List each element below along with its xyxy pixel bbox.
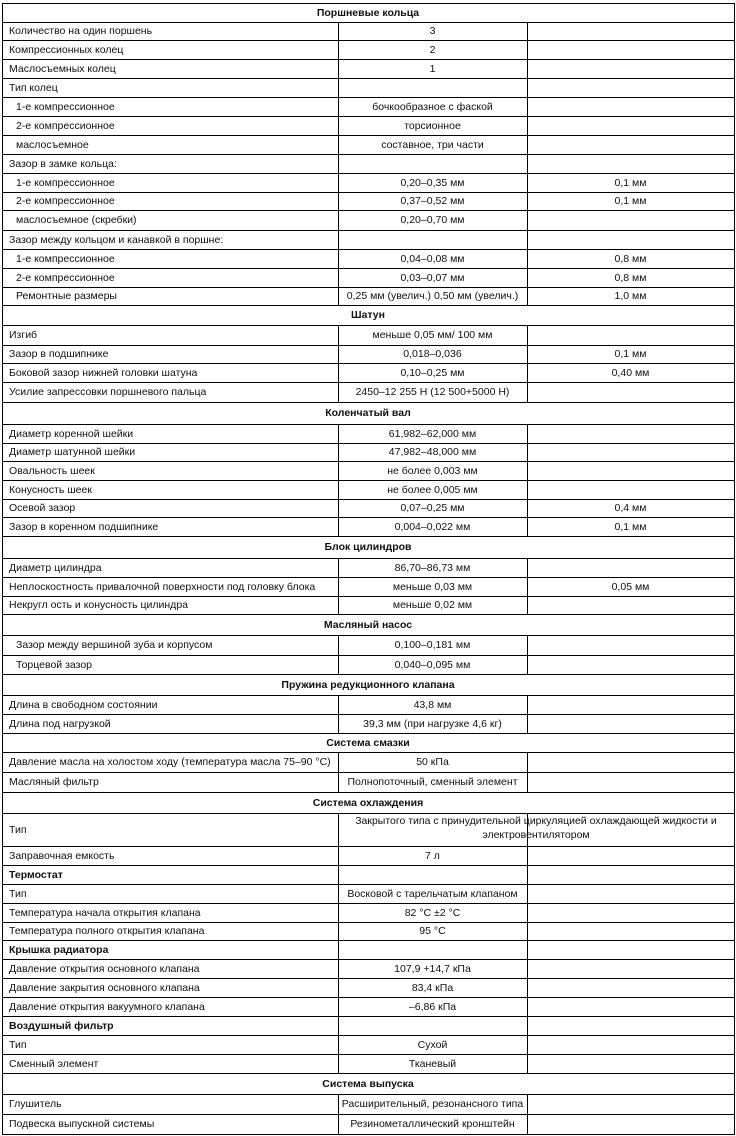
- section-title: Шатун: [351, 309, 385, 321]
- row-rule: [2, 287, 338, 288]
- row-label: Длина под нагрузкой: [9, 718, 111, 730]
- row-rule: [2, 461, 338, 462]
- section-rule: [2, 305, 734, 306]
- row-rule: [2, 78, 338, 79]
- row-label: Компрессионных колец: [9, 44, 124, 56]
- row-label: Тип колец: [9, 82, 58, 94]
- section-header-rule: [2, 424, 734, 425]
- row-rule: [527, 596, 734, 597]
- row-rule: [338, 210, 527, 211]
- row-value: 0,07–0,25 мм: [400, 502, 465, 514]
- row-rule: [338, 480, 527, 481]
- row-rule: [2, 959, 338, 960]
- row-rule: [2, 922, 338, 923]
- row-label: Давление масла на холостом ходу (температура масла 75–90 °С): [9, 756, 331, 768]
- row-rule: [527, 59, 734, 60]
- row-value: 0,25 мм (увелич.) 0,50 мм (увелич.): [346, 290, 519, 302]
- section-title: Система смазки: [326, 737, 410, 749]
- row-value: Полнопоточный, сменный элемент: [347, 776, 518, 788]
- row-rule: [338, 655, 527, 656]
- row-rule: [338, 922, 527, 923]
- row-rule: [527, 959, 734, 960]
- section-header-rule: [2, 558, 734, 559]
- row-rule: [2, 249, 338, 250]
- row-rule: [2, 577, 338, 578]
- section-header-rule: [2, 1094, 734, 1095]
- row-label: Зазор в коренном подшипнике: [9, 521, 159, 533]
- row-rule: [527, 97, 734, 98]
- row-rule: [338, 116, 527, 117]
- row-label: Заправочная емкость: [9, 850, 115, 862]
- row-rule: [527, 1114, 734, 1115]
- row-limit: 1,0 мм: [614, 290, 647, 302]
- row-rule: [338, 192, 527, 193]
- row-rule: [527, 345, 734, 346]
- row-rule: [2, 596, 338, 597]
- row-rule: [527, 884, 734, 885]
- row-label: Масляный фильтр: [9, 776, 99, 788]
- section-header-rule: [2, 752, 734, 753]
- row-rule: [527, 997, 734, 998]
- row-value: 107,9 +14,7 кПа: [394, 963, 471, 975]
- row-limit: 0,8 мм: [614, 253, 647, 265]
- row-rule: [527, 940, 734, 941]
- column-rule: [527, 813, 528, 1073]
- section-rule: [2, 1073, 734, 1074]
- row-rule: [527, 382, 734, 383]
- row-label: Тип: [9, 824, 27, 836]
- row-rule: [527, 772, 734, 773]
- row-limit: 0,1 мм: [614, 195, 647, 207]
- row-limit: 0,1 мм: [614, 177, 647, 189]
- section-header-rule: [2, 695, 734, 696]
- row-rule: [2, 940, 338, 941]
- row-rule: [527, 135, 734, 136]
- row-rule: [338, 714, 527, 715]
- row-label: Температура полного открытия клапана: [9, 925, 205, 937]
- row-rule: [2, 1054, 338, 1055]
- row-rule: [338, 959, 527, 960]
- row-label: Диаметр цилиндра: [9, 562, 102, 574]
- row-value: 0,03–0,07 мм: [400, 272, 465, 284]
- row-rule: [2, 499, 338, 500]
- row-rule: [338, 461, 527, 462]
- row-rule: [527, 192, 734, 193]
- row-rule: [2, 382, 338, 383]
- row-label: Давление открытия основного клапана: [9, 963, 200, 975]
- row-rule: [527, 655, 734, 656]
- row-rule: [527, 922, 734, 923]
- row-rule: [527, 714, 734, 715]
- row-value: Расширительный, резонансного типа: [341, 1098, 524, 1110]
- row-value: 0,20–0,35 мм: [400, 177, 465, 189]
- row-rule: [2, 1035, 338, 1036]
- row-rule: [338, 577, 527, 578]
- row-rule: [527, 577, 734, 578]
- row-value: 0,040–0,095 мм: [394, 659, 471, 671]
- section-rule: [2, 536, 734, 537]
- section-title: Масляный насос: [323, 619, 413, 631]
- row-rule: [2, 230, 338, 231]
- row-label: Количество на один поршень: [9, 25, 153, 37]
- row-rule: [338, 249, 527, 250]
- row-rule: [2, 210, 338, 211]
- row-value: 7 л: [425, 850, 440, 862]
- row-value: 50 кПа: [416, 756, 449, 768]
- row-rule: [2, 154, 338, 155]
- row-label: Давление закрытия основного клапана: [9, 982, 200, 994]
- row-rule: [527, 230, 734, 231]
- row-rule: [527, 173, 734, 174]
- row-rule: [2, 40, 338, 41]
- section-header-rule: [2, 22, 734, 23]
- row-label: Овальность шеек: [9, 465, 95, 477]
- row-value: 61,982–62,000 мм: [388, 428, 477, 440]
- row-rule: [2, 903, 338, 904]
- row-label: Некругл ость и конусность цилиндра: [9, 599, 188, 611]
- row-rule: [338, 499, 527, 500]
- section-title: Поршневые кольца: [316, 7, 420, 19]
- row-rule: [2, 997, 338, 998]
- row-rule: [338, 40, 527, 41]
- row-rule: [527, 363, 734, 364]
- row-rule: [527, 116, 734, 117]
- row-value: 86,70–86,73 мм: [394, 562, 471, 574]
- section-title: Система охлаждения: [312, 797, 424, 809]
- row-value: бочкообразное с фаской: [372, 101, 493, 113]
- row-label: 2-е компрессионное: [16, 120, 115, 132]
- row-label: Тип: [9, 1039, 27, 1051]
- row-rule: [527, 287, 734, 288]
- row-rule: [2, 59, 338, 60]
- row-label: 1-е компрессионное: [16, 253, 115, 265]
- row-rule: [527, 499, 734, 500]
- row-rule: [338, 154, 527, 155]
- row-label: Крышка радиатора: [9, 944, 109, 956]
- row-label: Конусность шеек: [9, 484, 92, 496]
- row-value: торсионное: [404, 120, 461, 132]
- row-value: 47,982–48,000 мм: [388, 446, 477, 458]
- row-rule: [2, 865, 338, 866]
- row-label: Торцевой зазор: [16, 659, 93, 671]
- row-label: Зазор в замке кольца:: [9, 158, 117, 170]
- row-value: Тканевый: [408, 1058, 457, 1070]
- row-rule: [2, 884, 338, 885]
- row-label: маслосъемное: [16, 139, 89, 151]
- row-rule: [338, 382, 527, 383]
- row-value: меньше 0,03 мм: [392, 581, 473, 593]
- row-value: 0,004–0,022 мм: [394, 521, 471, 533]
- row-rule: [2, 345, 338, 346]
- row-rule: [527, 1035, 734, 1036]
- row-value: Восковой с тарельчатым клапаном: [347, 888, 518, 900]
- section-rule: [2, 733, 734, 734]
- row-label: Усилие запрессовки поршневого пальца: [9, 386, 207, 398]
- row-value: Закрытого типа с принудительной циркуляцией охлаждающей жидкости и электровентилятором: [355, 815, 717, 841]
- table-border-right: [734, 3, 735, 1134]
- row-rule: [2, 135, 338, 136]
- row-label: Зазор между кольцом и канавкой в поршне:: [9, 234, 224, 246]
- row-rule: [2, 363, 338, 364]
- section-title: Система выпуска: [322, 1078, 414, 1090]
- row-rule: [338, 884, 527, 885]
- row-rule: [338, 230, 527, 231]
- row-value: Резинометаллический кронштейн: [350, 1118, 515, 1130]
- row-rule: [338, 1054, 527, 1055]
- row-rule: [527, 903, 734, 904]
- row-rule: [2, 97, 338, 98]
- row-rule: [338, 903, 527, 904]
- row-rule: [527, 517, 734, 518]
- row-limit: 0,4 мм: [614, 502, 647, 514]
- row-rule: [2, 1114, 338, 1115]
- row-value: 43,8 мм: [413, 699, 452, 711]
- row-rule: [338, 772, 527, 773]
- row-value: меньше 0,05 мм/ 100 мм: [372, 329, 493, 341]
- row-value: Сухой: [417, 1039, 448, 1051]
- row-label: Длина в свободном состоянии: [9, 699, 158, 711]
- section-title: Блок цилиндров: [324, 541, 412, 553]
- row-label: Диаметр шатунной шейки: [9, 446, 136, 458]
- row-limit: 0,40 мм: [611, 367, 650, 379]
- row-value: 82 °С ±2 °С: [404, 907, 461, 919]
- row-label: Подвеска выпускной системы: [9, 1118, 155, 1130]
- row-value: 0,20–0,70 мм: [400, 214, 465, 226]
- row-label: Зазор в подшипнике: [9, 348, 109, 360]
- row-rule: [527, 1016, 734, 1017]
- row-rule: [338, 1114, 527, 1115]
- row-rule: [527, 249, 734, 250]
- row-label: Глушитель: [9, 1098, 62, 1110]
- row-label: Давление открытия вакуумного клапана: [9, 1001, 205, 1013]
- section-rule: [2, 614, 734, 615]
- row-rule: [338, 78, 527, 79]
- row-rule: [338, 865, 527, 866]
- row-label: Сменный элемент: [9, 1058, 99, 1070]
- row-label: Осевой зазор: [9, 502, 76, 514]
- row-rule: [338, 596, 527, 597]
- row-rule: [527, 978, 734, 979]
- row-label: Боковой зазор нижней головки шатуна: [9, 367, 198, 379]
- row-label: Диаметр коренной шейки: [9, 428, 134, 440]
- row-value: составное, три части: [381, 139, 484, 151]
- row-value: 0,018–0,036: [403, 348, 462, 360]
- row-label: 2-е компрессионное: [16, 195, 115, 207]
- row-label: Термостат: [9, 869, 63, 881]
- row-rule: [338, 59, 527, 60]
- row-rule: [338, 1035, 527, 1036]
- row-label: Тип: [9, 888, 27, 900]
- row-rule: [338, 135, 527, 136]
- row-label: Ремонтные размеры: [16, 290, 117, 302]
- row-rule: [2, 268, 338, 269]
- row-value: 95 °С: [419, 925, 446, 937]
- row-label: Воздушный фильтр: [9, 1020, 114, 1032]
- row-rule: [2, 517, 338, 518]
- row-rule: [338, 363, 527, 364]
- section-header-rule: [2, 635, 734, 636]
- row-value: 0,37–0,52 мм: [400, 195, 465, 207]
- row-rule: [527, 268, 734, 269]
- row-rule: [2, 714, 338, 715]
- row-value: 0,10–0,25 мм: [400, 367, 465, 379]
- section-title: Пружина редукционного клапана: [281, 679, 455, 691]
- row-rule: [2, 772, 338, 773]
- row-rule: [527, 480, 734, 481]
- row-rule: [338, 173, 527, 174]
- table-border-bottom: [2, 1134, 735, 1135]
- row-label: 2-е компрессионное: [16, 272, 115, 284]
- row-value: 0,100–0,181 мм: [394, 639, 471, 651]
- row-value: 3: [429, 25, 436, 37]
- row-rule: [338, 443, 527, 444]
- section-rule: [2, 402, 734, 403]
- row-label: Маслосъемных колец: [9, 63, 116, 75]
- row-value: 0,04–0,08 мм: [400, 253, 465, 265]
- row-rule: [527, 40, 734, 41]
- row-value: –6,86 кПа: [408, 1001, 457, 1013]
- row-rule: [2, 1016, 338, 1017]
- row-rule: [527, 865, 734, 866]
- row-limit: 0,1 мм: [614, 348, 647, 360]
- row-limit: 0,8 мм: [614, 272, 647, 284]
- section-rule: [2, 3, 734, 4]
- row-rule: [338, 1016, 527, 1017]
- row-rule: [2, 173, 338, 174]
- row-rule: [338, 287, 527, 288]
- row-label: Изгиб: [9, 329, 38, 341]
- row-rule: [338, 846, 527, 847]
- row-limit: 0,05 мм: [611, 581, 650, 593]
- row-value: 83,4 кПа: [411, 982, 454, 994]
- section-rule: [2, 674, 734, 675]
- row-rule: [338, 978, 527, 979]
- row-rule: [527, 154, 734, 155]
- row-rule: [2, 846, 338, 847]
- row-value: 2450–12 255 Н (12 500+5000 Н): [355, 386, 510, 398]
- section-title: Коленчатый вал: [325, 407, 411, 419]
- row-rule: [338, 940, 527, 941]
- row-rule: [2, 655, 338, 656]
- row-rule: [527, 1054, 734, 1055]
- row-rule: [527, 210, 734, 211]
- row-label: маслосъемное (скребки): [16, 214, 137, 226]
- row-value: не более 0,005 мм: [387, 484, 478, 496]
- row-rule: [527, 78, 734, 79]
- row-rule: [338, 97, 527, 98]
- row-value: не более 0,003 мм: [387, 465, 478, 477]
- row-label: 1-е компрессионное: [16, 101, 115, 113]
- row-rule: [2, 116, 338, 117]
- row-label: Неплоскостность привалочной поверхности под головку блока: [9, 581, 316, 593]
- row-value: 39,3 мм (при нагрузке 4,6 кг): [363, 718, 502, 730]
- row-rule: [527, 846, 734, 847]
- row-value: меньше 0,02 мм: [392, 599, 473, 611]
- row-label: Зазор между вершиной зуба и корпусом: [16, 639, 213, 651]
- row-rule: [338, 997, 527, 998]
- section-header-rule: [2, 325, 734, 326]
- row-rule: [527, 443, 734, 444]
- row-rule: [338, 268, 527, 269]
- row-value: 2: [429, 44, 436, 56]
- row-rule: [2, 192, 338, 193]
- row-rule: [2, 443, 338, 444]
- row-value: 1: [429, 63, 436, 75]
- row-rule: [338, 517, 527, 518]
- row-rule: [2, 480, 338, 481]
- row-label: 1-е компрессионное: [16, 177, 115, 189]
- row-rule: [527, 461, 734, 462]
- row-rule: [2, 978, 338, 979]
- row-rule: [338, 345, 527, 346]
- row-label: Температура начала открытия клапана: [9, 907, 201, 919]
- row-limit: 0,1 мм: [614, 521, 647, 533]
- section-rule: [2, 792, 734, 793]
